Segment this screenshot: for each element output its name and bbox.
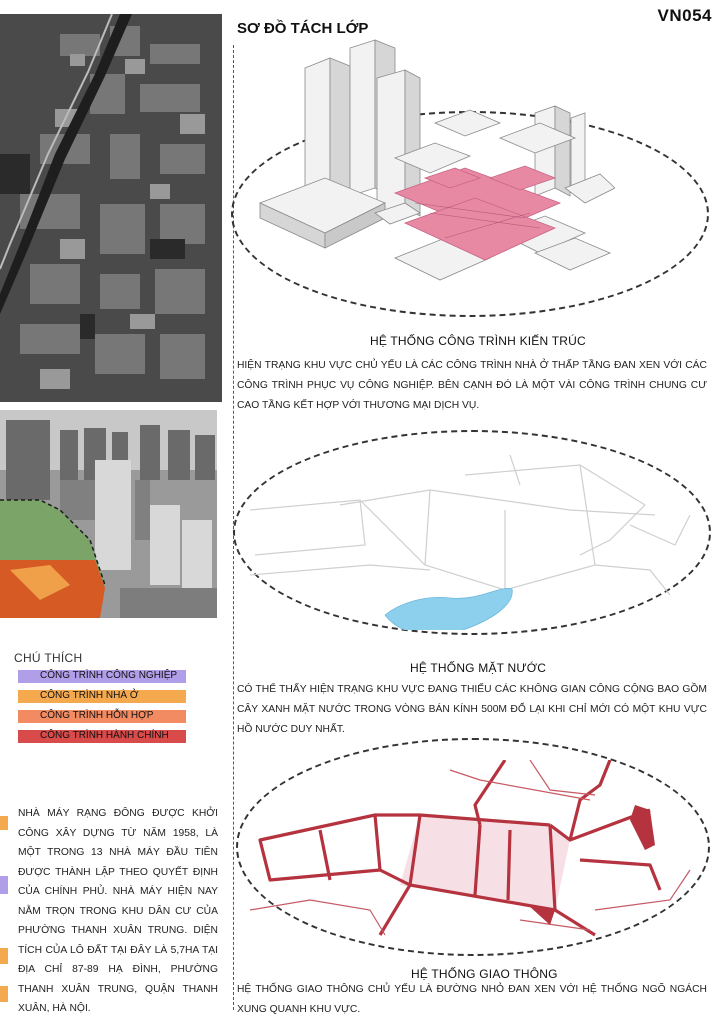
legend-item-mixed [18, 709, 198, 724]
water-title: HỆ THỐNG MẶT NƯỚC [410, 661, 547, 675]
architecture-title: HỆ THỐNG CÔNG TRÌNH KIẾN TRÚC [370, 334, 586, 348]
water-map [250, 455, 700, 630]
intro-paragraph: NHÀ MÁY RẠNG ĐÔNG ĐƯỢC KHỞI CÔNG XÂY DỰNG TỪ NĂM 1958, LÀ MỘT TRONG 13 NHÀ MÁY ĐẦU TIÊN ĐƯỢC THÀNH LẬP THEO QUYẾT ĐỊNH CỦA CHÍNH PHỦ. NHÀ MÁY HIỆN NAY NẰM TRỌN TRONG KHU DÂN CƯ CỦA PHƯỜNG THANH XUÂN TRUNG. DIỆN TÍCH CỦA LÔ ĐẤT TẠI ĐÂY LÀ 5,7HA TẠI ĐỊA CHỈ 87-89 HẠ ĐÌNH, PHƯỜNG THANH XUÂN TRUNG, QUẬN THANH XUÂN, HÀ NỘI. [18, 808, 218, 1014]
legend-title: CHÚ THÍCH [14, 651, 83, 665]
legend-label-residential: CÔNG TRÌNH NHÀ Ở [40, 690, 139, 701]
page-title: SƠ ĐỒ TÁCH LỚP [237, 20, 369, 37]
traffic-map [250, 760, 700, 945]
traffic-title: HỆ THỐNG GIAO THÔNG [411, 967, 558, 981]
legend-label-administrative: CÔNG TRÌNH HÀNH CHÍNH [40, 730, 169, 741]
legend-item-administrative [18, 729, 198, 744]
lake [385, 588, 512, 630]
architecture-3d-model [255, 38, 615, 298]
intro-color-marks [0, 808, 10, 1018]
street-photo [0, 410, 217, 618]
aerial-photo [0, 14, 222, 402]
legend-item-residential [18, 689, 198, 704]
water-text: CÓ THỂ THẤY HIỆN TRẠNG KHU VỰC ĐANG THIẾU CÁC KHÔNG GIAN CÔNG CỘNG BAO GỒM CÂY XANH MẶT NƯỚC TRONG VÒNG BÁN KÍNH 500M ĐỔ LẠI KHI CHỈ MỚI CÓ MỘT KHU VỰC HỒ NƯỚC DUY NHẤT. [237, 684, 707, 735]
legend-label-industrial: CÔNG TRÌNH CÔNG NGHIỆP [40, 670, 178, 681]
project-code: VN054 [657, 6, 712, 25]
legend-item-industrial [18, 669, 198, 684]
traffic-text: HỆ THỐNG GIAO THÔNG CHỦ YẾU LÀ ĐƯỜNG NHỎ ĐAN XEN VỚI HỆ THỐNG NGÕ NGÁCH XUNG QUANH KHU VỰC. [237, 984, 707, 1015]
architecture-text: HIỆN TRẠNG KHU VỰC CHỦ YẾU LÀ CÁC CÔNG TRÌNH NHÀ Ở THẤP TẦNG ĐAN XEN VỚI CÁC CÔNG TRÌNH PHỤC VỤ CÔNG NGHIỆP. BÊN CẠNH ĐÓ LÀ MỘT VÀI CÔNG TRÌNH CHUNG CƯ CAO TẦNG KẾT HỢP VỚI THƯƠNG MẠI DỊCH VỤ. [237, 360, 707, 411]
legend-label-mixed: CÔNG TRÌNH HỖN HỢP [40, 710, 154, 721]
